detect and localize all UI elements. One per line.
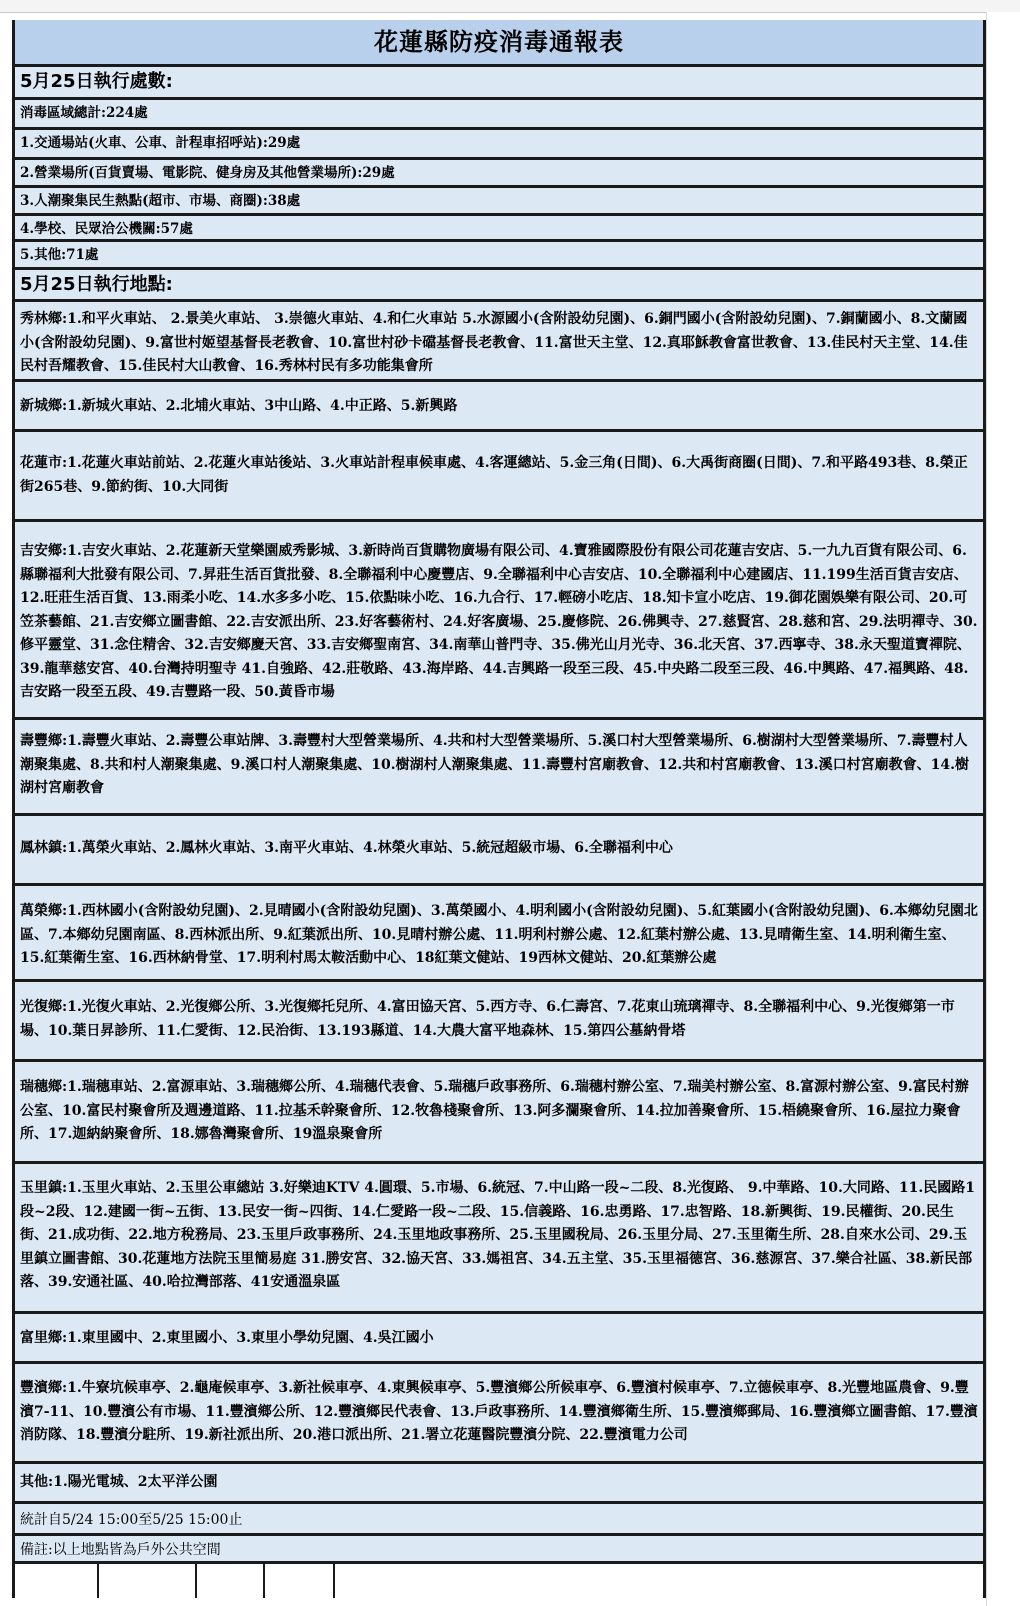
exec-locations-header: 5月25日執行地點: [15, 270, 983, 302]
location-yuli: 玉里鎮:1.玉里火車站、2.玉里公車總站 3.好樂迪KTV 4.圓環、5.市場、6.統冠、7.中山路一段~二段、8.光復路、 9.中華路、10.大同路、11.民國路1段~2段、12.建國一街~五街、13.民安一街~四街、14.仁愛路一段~二段、15.信義路、16.忠勇路、17.忠智路、18.新興街、19.民權街、20.民生街、21.成功街、22.地方稅務局、23.玉里戶政事務所、24.玉里地政事務所、25.玉里國稅局、26.玉里分局、27.玉里衛生所、28.自來水公司、29.玉里鎮立圖書館、30.花蓮地方法院玉里簡易庭 31.勝安宮、32.協天宮、33.媽祖宮、34.五主堂、35.玉里福德宮、36.慈源宮、37.樂合社區、38.新民部落、39.安通社區、40.哈拉灣部落、41安通溫泉區 [15, 1164, 983, 1314]
location-shoufeng: 壽豐鄉:1.壽豐火車站、2.壽豐公車站牌、3.壽豐村大型營業場所、4.共和村大型營業場所、5.溪口村大型營業場所、6.樹湖村大型營業場所、7.壽豐村人潮聚集處、8.共和村人潮聚集處、9.溪口村人潮聚集處、10.樹湖村人潮聚集處、11.壽豐村宮廟教會、12.共和村宮廟教會、13.溪口村宮廟教會、14.樹湖村宮廟教會 [15, 720, 983, 816]
browser-top-edge [0, 0, 1020, 13]
report-table [12, 20, 986, 1598]
summary-business: 2.營業場所(百貨賣場、電影院、健身房及其他營業場所):29處 [15, 160, 983, 188]
summary-crowd: 3.人潮聚集民生熱點(超市、市場、商圈):38處 [15, 188, 983, 216]
summary-total: 消毒區域總計:224處 [15, 100, 983, 130]
grid-divider [195, 1564, 197, 1598]
summary-other: 5.其他:71處 [15, 242, 983, 270]
location-xincheng: 新城鄉:1.新城火車站、2.北埔火車站、3中山路、4.中正路、5.新興路 [15, 382, 983, 432]
stat-period: 統計自5/24 15:00至5/25 15:00止 [15, 1504, 983, 1536]
location-xiulin: 秀林鄉:1.和平火車站、 2.景美火車站、 3.崇德火車站、4.和仁火車站 5.水源國小(含附設幼兒園)、6.銅門國小(含附設幼兒園)、7.銅蘭國小、8.文蘭國小(含附設幼兒園)、9.富世村姬望基督長老教會、10.富世村砂卡礑基督長老教會、11.富世天主堂、12.真耶穌教會富世教會、13.佳民村天主堂、14.佳民村吾耀教會、15.佳民村大山教會、16.秀林村民有多功能集會所 [15, 302, 983, 382]
page-right-margin [986, 12, 1020, 1606]
remark: 備註:以上地點皆為戶外公共空間 [15, 1536, 983, 1564]
report-title: 花蓮縣防疫消毒通報表 [15, 20, 983, 67]
bottom-empty-cells [15, 1564, 983, 1598]
exec-count-header: 5月25日執行處數: [15, 67, 983, 100]
location-fuli: 富里鄉:1.東里國中、2.東里國小、3.東里小學幼兒園、4.吳江國小 [15, 1314, 983, 1364]
location-jian: 吉安鄉:1.吉安火車站、2.花蓮新天堂樂園威秀影城、3.新時尚百貨購物廣場有限公司、4.寶雅國際股份有限公司花蓮吉安店、5.一九九百貨有限公司、6.縣聯福利大批發有限公司、7.昇莊生活百貨批發、8.全聯福利中心慶豐店、9.全聯福利中心吉安店、10.全聯福利中心建國店、11.199生活百貨吉安店、12.旺莊生活百貨、13.雨柔小吃、14.水多多小吃、15.依點味小吃、16.九合行、17.輕磅小吃店、18.知卡宣小吃店、19.御花園娛樂有限公司、20.可笠茶藝館、21.吉安鄉立圖書館、22.吉安派出所、23.好客藝術村、24.好客廣場、25.慶修院、26.佛興寺、27.慈賢宮、28.慈和宮、29.法明禪寺、30.修平靈堂、31.念住精舍、32.吉安鄉慶天宮、33.吉安鄉聖南宮、34.南華山普門寺、35.佛光山月光寺、36.北天宮、37.西寧寺、38.永天聖道寶禪院、39.龍華慈安宮、40.台灣持明聖寺 41.自強路、42.莊敬路、43.海岸路、44.吉興路一段至三段、45.中央路二段至三段、46.中興路、47.福興路、48.吉安路一段至五段、49.吉豐路一段、50.黃昏市場 [15, 522, 983, 720]
location-wanrong: 萬榮鄉:1.西林國小(含附設幼兒園)、2.見晴國小(含附設幼兒園)、3.萬榮國小、4.明利國小(含附設幼兒園)、5.紅葉國小(含附設幼兒園)、6.本鄉幼兒園北區、7.本鄉幼兒園南區、8.西林派出所、9.紅葉派出所、10.見晴村辦公處、11.明利村辦公處、12.紅葉村辦公處、13.見晴衛生室、14.明利衛生室、15.紅葉衛生室、16.西林納骨堂、17.明利村馬太鞍活動中心、18紅葉文健站、19西林文健站、20.紅葉辦公處 [15, 886, 983, 982]
grid-divider [333, 1564, 335, 1598]
grid-divider [263, 1564, 265, 1598]
location-ruisui: 瑞穗鄉:1.瑞穗車站、2.富源車站、3.瑞穗鄉公所、4.瑞穗代表會、5.瑞穗戶政事務所、6.瑞穗村辦公室、7.瑞美村辦公室、8.富源村辦公室、9.富民村辦公室、10.富民村聚會所及週邊道路、11.拉基禾幹聚會所、12.牧魯棧聚會所、13.阿多瀾聚會所、14.拉加善聚會所、15.梧繞聚會所、16.屋拉力聚會所、17.迦納納聚會所、18.娜魯灣聚會所、19溫泉聚會所 [15, 1062, 983, 1164]
location-fengbin: 豐濱鄉:1.牛寮坑候車亭、2.龜庵候車亭、3.新社候車亭、4.東興候車亭、5.豐濱鄉公所候車亭、6.豐濱村候車亭、7.立德候車亭、8.光豐地區農會、9.豐濱7-11、10.豐濱公有市場、11.豐濱鄉公所、12.豐濱鄉民代表會、13.戶政事務所、14.豐濱鄉衛生所、15.豐濱鄉郵局、16.豐濱鄉立圖書館、17.豐濱消防隊、18.豐濱分駐所、19.新社派出所、20.港口派出所、21.署立花蓮醫院豐濱分院、22.豐濱電力公司 [15, 1364, 983, 1464]
summary-transport: 1.交通場站(火車、公車、計程車招呼站):29處 [15, 130, 983, 160]
location-fenglin: 鳳林鎮:1.萬榮火車站、2.鳳林火車站、3.南平火車站、4.林榮火車站、5.統冠超級市場、6.全聯福利中心 [15, 816, 983, 886]
grid-divider [97, 1564, 99, 1598]
location-other: 其他:1.陽光電城、2太平洋公園 [15, 1464, 983, 1504]
summary-school: 4.學校、民眾洽公機關:57處 [15, 216, 983, 242]
location-hualien-city: 花蓮市:1.花蓮火車站前站、2.花蓮火車站後站、3.火車站計程車候車處、4.客運總站、5.金三角(日間)、6.大禹街商圈(日間)、7.和平路493巷、8.榮正街265巷、9.節約街、10.大同街 [15, 432, 983, 522]
location-guangfu: 光復鄉:1.光復火車站、2.光復鄉公所、3.光復鄉托兒所、4.富田協天宮、5.西方寺、6.仁壽宮、7.花東山琉璃禪寺、8.全聯福利中心、9.光復鄉第一市場、10.葉日昇診所、11.仁愛街、12.民治街、13.193縣道、14.大農大富平地森林、15.第四公墓納骨塔 [15, 982, 983, 1062]
